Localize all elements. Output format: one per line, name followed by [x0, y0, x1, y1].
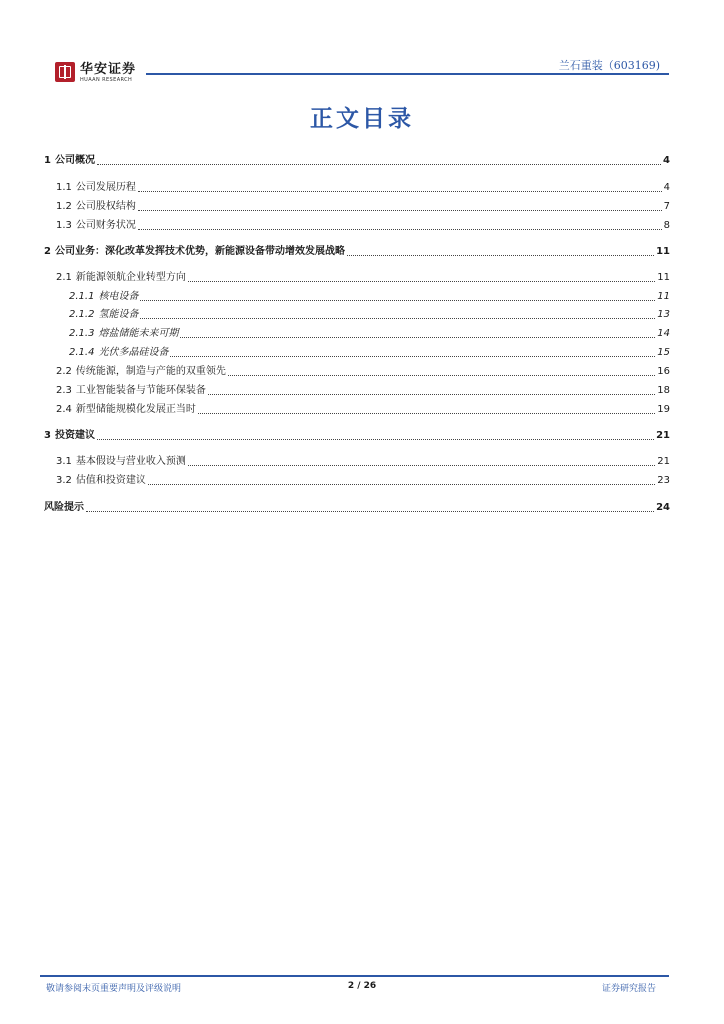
logo-english-name: HUAAN RESEARCH	[80, 77, 133, 83]
toc-entry-number: 1.1	[56, 182, 72, 193]
toc-leader-dots	[97, 428, 654, 440]
toc-leader-dots	[198, 402, 655, 414]
logo-text	[80, 62, 136, 84]
toc-entry[interactable]	[44, 454, 670, 470]
toc-entry[interactable]	[44, 383, 670, 399]
page-number: 2 / 26	[347, 981, 377, 991]
toc-entry-page: 7	[663, 201, 670, 212]
toc-entry[interactable]	[44, 244, 670, 260]
toc-entry-title: 工业智能装备与节能环保装备	[75, 385, 206, 396]
toc-entry[interactable]	[44, 307, 670, 323]
toc-leader-dots	[208, 383, 655, 395]
company-logo	[55, 62, 141, 88]
toc-entry[interactable]	[44, 500, 670, 516]
toc-entry[interactable]	[44, 180, 670, 196]
toc-leader-dots	[228, 364, 655, 376]
toc-entry-page: 15	[657, 347, 670, 358]
toc-entry-title: 氢能设备	[98, 309, 139, 320]
toc-entry-page: 11	[657, 272, 670, 283]
toc-entry-page: 16	[657, 366, 670, 377]
toc-entry[interactable]	[44, 402, 670, 418]
toc-entry-number: 1	[44, 155, 51, 166]
toc-entry-number: 2	[44, 246, 51, 257]
footer-report-type: 证券研究报告	[601, 984, 656, 994]
footer-disclaimer: 敬请参阅末页重要声明及评级说明	[46, 984, 182, 994]
toc-entry-number: 3	[44, 430, 51, 441]
toc-leader-dots	[97, 153, 661, 165]
toc-entry-number: 2.1	[56, 272, 72, 283]
toc-entry-number: 2.4	[56, 404, 72, 415]
toc-entry-title: 传统能源，制造与产能的双重领先	[75, 366, 226, 377]
toc-entry-title: 风险提示	[44, 502, 84, 513]
toc-entry-page: 4	[663, 182, 670, 193]
toc-entry-page: 21	[657, 456, 670, 467]
page-title: 正文目录	[310, 105, 414, 132]
toc-entry-title: 公司概况	[54, 155, 95, 166]
toc-entry-page: 13	[657, 309, 670, 320]
toc-entry[interactable]	[44, 270, 670, 286]
toc-leader-dots	[140, 307, 655, 319]
toc-leader-dots	[86, 500, 654, 512]
toc-leader-dots	[180, 326, 655, 338]
toc-entry-number: 1.2	[56, 201, 72, 212]
toc-entry-number: 2.1.3	[69, 328, 95, 339]
toc-leader-dots	[148, 473, 655, 485]
toc-entry-number: 2.2	[56, 366, 72, 377]
toc-entry-title: 公司业务：深化改革发挥技术优势，新能源设备带动增效发展战略	[54, 246, 345, 257]
toc-entry-page: 18	[657, 385, 670, 396]
toc-entry-number: 2.1.2	[69, 309, 95, 320]
toc-entry[interactable]	[44, 326, 670, 342]
toc-entry-title: 基本假设与营业收入预测	[75, 456, 186, 467]
toc-entry-page: 4	[663, 155, 670, 166]
toc-leader-dots	[347, 244, 654, 256]
header-company-name: 兰石重装（603169)	[558, 59, 660, 72]
toc-entry[interactable]	[44, 218, 670, 234]
toc-entry-page: 23	[657, 475, 670, 486]
toc-entry-page: 8	[663, 220, 670, 231]
toc-entry-title: 新能源领航企业转型方向	[75, 272, 186, 283]
toc-entry[interactable]	[44, 473, 670, 489]
toc-entry-title: 光伏多晶硅设备	[98, 347, 169, 358]
toc-entry-title: 公司发展历程	[75, 182, 136, 193]
toc-entry-number: 1.3	[56, 220, 72, 231]
toc-entry-page: 21	[656, 430, 670, 441]
toc-leader-dots	[188, 454, 655, 466]
toc-leader-dots	[188, 270, 655, 282]
logo-chinese-name: 华安证券	[80, 62, 137, 77]
toc-entry[interactable]	[44, 153, 670, 169]
toc-leader-dots	[138, 180, 662, 192]
footer-divider	[40, 975, 669, 977]
toc-entry-title: 估值和投资建议	[75, 475, 146, 486]
toc-entry-title: 公司股权结构	[75, 201, 136, 212]
toc-entry-number: 3.2	[56, 475, 72, 486]
header-divider	[146, 73, 669, 75]
toc-entry[interactable]	[44, 345, 670, 361]
toc-entry-number: 2.1.1	[69, 291, 95, 302]
toc-leader-dots	[138, 218, 662, 230]
toc-entry-number: 2.3	[56, 385, 72, 396]
logo-seal-icon	[55, 62, 75, 82]
toc-entry-page: 24	[656, 502, 670, 513]
toc-entry-title: 投资建议	[54, 430, 95, 441]
toc-entry-page: 19	[657, 404, 670, 415]
toc-entry-page: 11	[657, 291, 670, 302]
toc-entry-title: 公司财务状况	[75, 220, 136, 231]
toc-entry[interactable]	[44, 289, 670, 305]
toc-leader-dots	[138, 199, 662, 211]
toc-entry-title: 新型储能规模化发展正当时	[75, 404, 196, 415]
toc-leader-dots	[140, 289, 655, 301]
toc-entry[interactable]	[44, 428, 670, 444]
toc-entry-number: 2.1.4	[69, 347, 95, 358]
toc-entry-title: 核电设备	[98, 291, 139, 302]
toc-entry-number: 3.1	[56, 456, 72, 467]
toc-entry[interactable]	[44, 199, 670, 215]
toc-entry[interactable]	[44, 364, 670, 380]
toc-entry-page: 11	[656, 246, 670, 257]
toc-leader-dots	[170, 345, 655, 357]
toc-entry-page: 14	[657, 328, 670, 339]
toc-entry-title: 熔盐储能未来可期	[98, 328, 179, 339]
